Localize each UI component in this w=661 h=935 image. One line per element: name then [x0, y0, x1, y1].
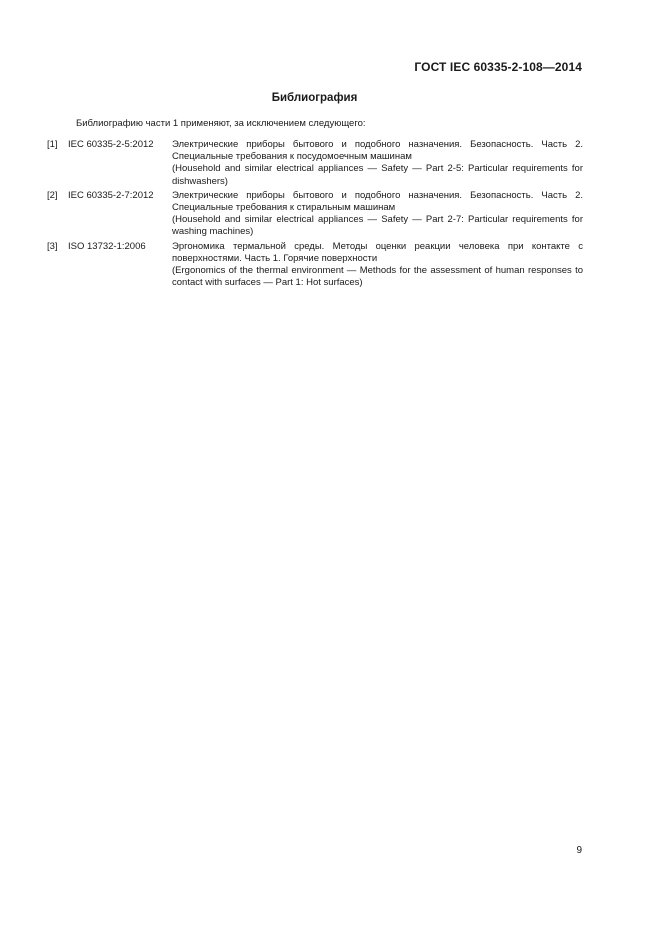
reference-title-ru: Электрические приборы бытового и подобного назначения. Безопасность. Часть 2. Специальные требования к посудомоечным машинам — [172, 139, 583, 163]
reference-number: [1] — [47, 139, 58, 150]
reference-item — [47, 241, 583, 290]
reference-code: IEC 60335-2-5:2012 — [68, 139, 154, 150]
reference-description — [172, 190, 583, 239]
reference-item — [47, 139, 583, 188]
standard-code: ГОСТ IEC 60335-2-108—2014 — [414, 60, 582, 74]
reference-code: ISO 13732-1:2006 — [68, 240, 146, 252]
reference-number: [3] — [47, 240, 58, 252]
page-title: Библиография — [271, 92, 358, 104]
reference-item — [47, 190, 583, 239]
reference-title-ru: Эргономика термальной среды. Методы оценки реакции человека при контакте с поверхностями. Часть 1. Горячие поверхности — [172, 240, 583, 264]
reference-title-ru: Электрические приборы бытового и подобного назначения. Безопасность. Часть 2. Специальные требования к стиральным машинам — [172, 189, 583, 214]
page-number: 9 — [576, 845, 582, 856]
reference-title-en: (Household and similar electrical appliances — Safety — Part 2-7: Particular requirements for washing machines) — [172, 214, 583, 238]
bibliography-intro: Библиографию части 1 применяют, за исключением следующего: — [76, 118, 366, 129]
reference-number: [2] — [47, 189, 58, 201]
reference-description — [172, 139, 583, 188]
reference-title-en: (Ergonomics of the thermal environment — Methods for the assessment of human responses to contact with surfaces — Part 1: Hot surfaces) — [172, 265, 583, 289]
reference-description — [172, 241, 583, 290]
reference-code: IEC 60335-2-7:2012 — [68, 189, 154, 201]
reference-list — [47, 139, 583, 291]
reference-title-en: (Household and similar electrical appliances — Safety — Part 2-5: Particular requirements for dishwashers) — [172, 163, 583, 187]
